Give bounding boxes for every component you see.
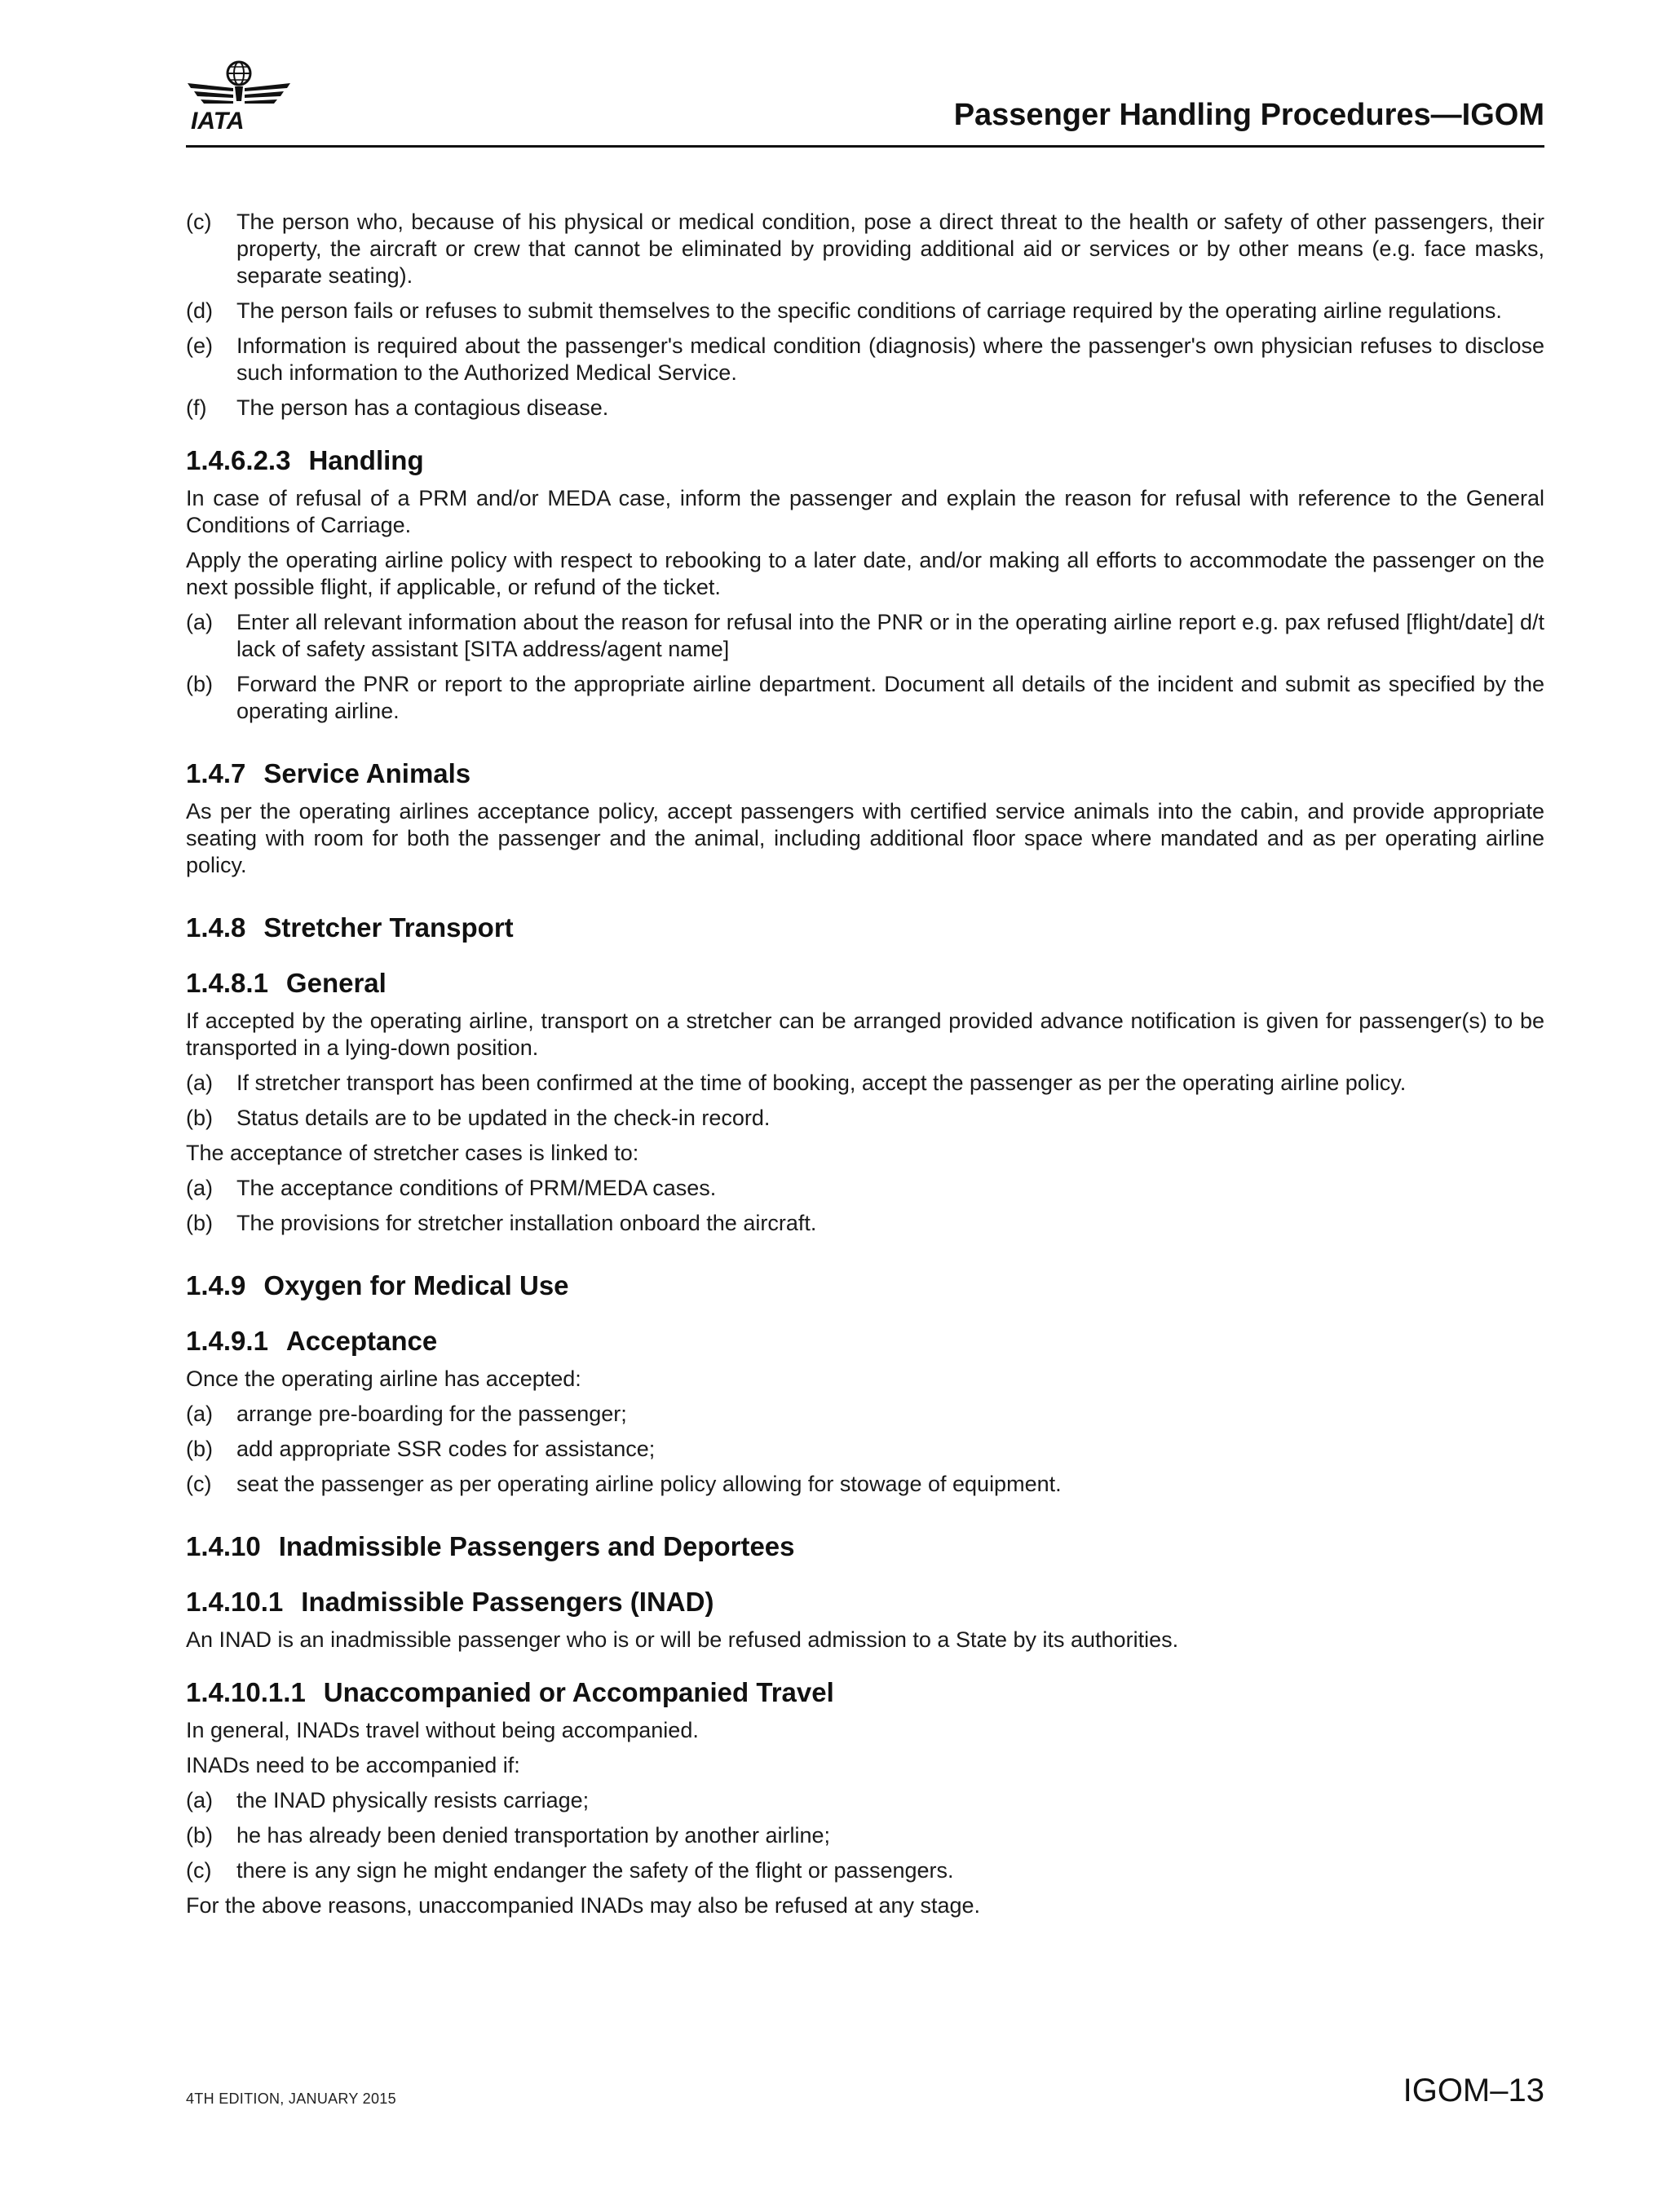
iata-logo (186, 59, 292, 132)
item-text: The person fails or refuses to submit themselves to the specific conditions of carriage required by the operating airline regulations. (236, 298, 1502, 323)
item-label: (f) (186, 395, 207, 420)
paragraph: An INAD is an inadmissible passenger who is or will be refused admission to a State by its authorities. (186, 1627, 1179, 1652)
item-text: Forward the PNR or report to the appropriate airline department. Document all details of the incident and submit as specified by the operating airline. (236, 672, 1544, 723)
section-number: 1.4.9 (186, 1270, 246, 1300)
item-label: (c) (186, 210, 212, 234)
footer-edition: 4TH EDITION, JANUARY 2015 (186, 2091, 396, 2107)
section-title: Unaccompanied or Accompanied Travel (323, 1677, 834, 1707)
item-label: (a) (186, 1788, 213, 1812)
header-divider (186, 145, 1544, 148)
item-label: (a) (186, 1071, 213, 1095)
item-text: add appropriate SSR codes for assistance; (236, 1437, 656, 1461)
section-number: 1.4.10.1.1 (186, 1677, 306, 1707)
paragraph: In case of refusal of a PRM and/or MEDA case, inform the passenger and explain the reason for refusal with reference to the General Conditions of Carriage. (186, 486, 1544, 537)
item-text: Information is required about the passenger's medical condition (diagnosis) where the passenger's own physician refuses to disclose such information to the Authorized Medical Service. (236, 333, 1544, 385)
section-heading-accompanied-travel (186, 1676, 1544, 1709)
item-text: The acceptance conditions of PRM/MEDA cases. (236, 1176, 717, 1200)
section-heading-service-animals (186, 757, 1544, 790)
section-number: 1.4.7 (186, 758, 246, 788)
section-heading-stretcher-transport (186, 912, 1544, 944)
item-label: (b) (186, 1106, 213, 1130)
list-item (186, 298, 1544, 325)
paragraph: As per the operating airlines acceptance policy, accept passengers with certified service animals into the cabin, and provide appropriate seating with room for both the passenger and the animal, including additional floor space where mandated and as per operating airline policy. (186, 799, 1544, 877)
item-label: (e) (186, 333, 213, 358)
list-item (186, 1471, 1544, 1498)
item-text: he has already been denied transportation by another airline; (236, 1823, 830, 1848)
paragraph: INADs need to be accompanied if: (186, 1753, 520, 1777)
list-item (186, 333, 1544, 386)
item-label: (c) (186, 1472, 212, 1496)
footer-page-number: IGOM–13 (1403, 2073, 1544, 2108)
list-item (186, 609, 1544, 663)
list-item (186, 1175, 1544, 1202)
section-heading-inad (186, 1586, 1544, 1618)
section-number: 1.4.6.2.3 (186, 445, 291, 475)
list-item (186, 1070, 1544, 1097)
item-label: (b) (186, 672, 213, 696)
list-item (186, 1436, 1544, 1463)
item-label: (a) (186, 1176, 213, 1200)
item-label: (b) (186, 1437, 213, 1461)
list-item (186, 1401, 1544, 1428)
header-title: Passenger Handling Procedures—IGOM (953, 98, 1544, 132)
section-title: Oxygen for Medical Use (263, 1270, 569, 1300)
item-label: (c) (186, 1858, 212, 1883)
section-heading-acceptance (186, 1325, 1544, 1358)
section-number: 1.4.10 (186, 1531, 261, 1561)
section-title: Inadmissible Passengers and Deportees (278, 1531, 795, 1561)
list-item (186, 209, 1544, 289)
section-title: Handling (308, 445, 424, 475)
section-number: 1.4.10.1 (186, 1587, 284, 1617)
section-heading-general (186, 967, 1544, 1000)
section-heading-oxygen (186, 1269, 1544, 1302)
item-text: The person has a contagious disease. (236, 395, 609, 420)
section-title: Service Animals (263, 758, 471, 788)
item-text: If stretcher transport has been confirmed at the time of booking, accept the passenger as per the operating airline policy. (236, 1071, 1407, 1095)
list-item (186, 1787, 1544, 1814)
section-title: Acceptance (285, 1326, 438, 1356)
section-title: Inadmissible Passengers (INAD) (301, 1587, 714, 1617)
paragraph: For the above reasons, unaccompanied INADs may also be refused at any stage. (186, 1893, 981, 1918)
list-item (186, 395, 1544, 422)
paragraph: If accepted by the operating airline, transport on a stretcher can be arranged provided advance notification is given for passenger(s) to be transported in a lying-down position. (186, 1009, 1544, 1060)
page-header (186, 59, 1544, 148)
item-text: seat the passenger as per operating airline policy allowing for stowage of equipment. (236, 1472, 1062, 1496)
item-label: (a) (186, 1402, 213, 1426)
list-item (186, 1210, 1544, 1237)
section-number: 1.4.8 (186, 912, 246, 943)
item-text: The person who, because of his physical or medical condition, pose a direct threat to the health or safety of other passengers, their property, the aircraft or crew that cannot be eliminated by providing additional aid or services or by other means (e.g. face masks, separate seating). (236, 210, 1544, 288)
section-title: Stretcher Transport (263, 912, 514, 943)
list-item (186, 1857, 1544, 1884)
paragraph: The acceptance of stretcher cases is linked to: (186, 1141, 639, 1165)
item-text: The provisions for stretcher installation onboard the aircraft. (236, 1211, 817, 1235)
section-heading-inadmissible-deportees (186, 1530, 1544, 1563)
item-label: (d) (186, 298, 213, 323)
main-content (186, 209, 1544, 1927)
item-text: Status details are to be updated in the check-in record. (236, 1106, 771, 1130)
list-item (186, 671, 1544, 725)
item-label: (b) (186, 1211, 213, 1235)
section-heading-handling (186, 444, 1544, 477)
list-item (186, 1105, 1544, 1132)
item-label: (b) (186, 1823, 213, 1848)
paragraph: Apply the operating airline policy with respect to rebooking to a later date, and/or making all efforts to accommodate the passenger on the next possible flight, if applicable, or refund of the ticket. (186, 548, 1544, 599)
paragraph: Once the operating airline has accepted: (186, 1366, 581, 1391)
item-text: there is any sign he might endanger the safety of the flight or passengers. (236, 1858, 954, 1883)
item-text: Enter all relevant information about the reason for refusal into the PNR or in the operating airline report e.g. pax refused [flight/date] d/t lack of safety assistant [SITA address/agent name] (236, 610, 1544, 661)
paragraph: In general, INADs travel without being accompanied. (186, 1718, 699, 1742)
item-text: the INAD physically resists carriage; (236, 1788, 590, 1812)
section-title: General (285, 968, 387, 998)
section-number: 1.4.9.1 (186, 1326, 268, 1356)
item-label: (a) (186, 610, 213, 634)
item-text: arrange pre-boarding for the passenger; (236, 1402, 627, 1426)
section-number: 1.4.8.1 (186, 968, 268, 998)
list-item (186, 1822, 1544, 1849)
svg-text:IATA: IATA (191, 108, 245, 132)
